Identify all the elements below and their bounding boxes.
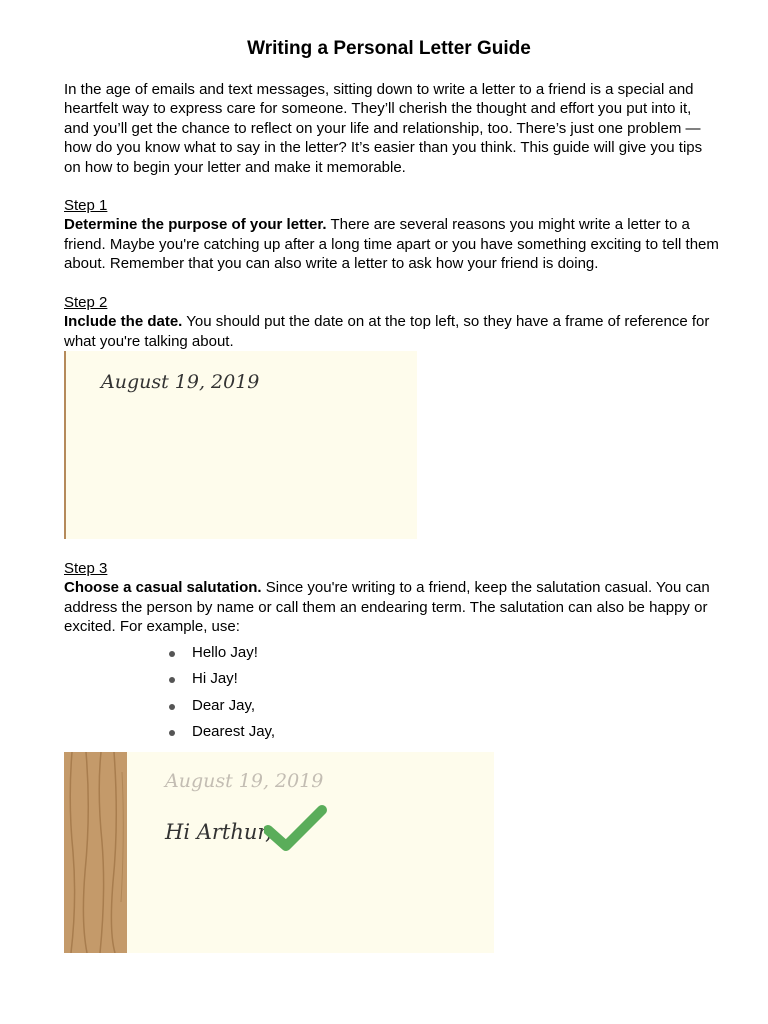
- example-date: August 19, 2019: [165, 770, 324, 792]
- list-item: [169, 640, 275, 666]
- step-lead: Include the date.: [64, 313, 183, 331]
- bullet-icon: [169, 704, 175, 710]
- salutation-list: [169, 640, 275, 745]
- list-item-text: Hi Jay!: [192, 670, 238, 688]
- example-greeting: Hi Arthur,: [165, 820, 272, 844]
- step-1: [64, 196, 720, 274]
- wood-panel: [64, 752, 127, 953]
- step-text: [64, 312, 720, 351]
- wood-edge: [64, 351, 66, 539]
- check-mark-icon: [264, 804, 328, 854]
- bullet-icon: [169, 677, 175, 683]
- list-item: [169, 719, 275, 745]
- step-label: Step 2: [64, 294, 108, 311]
- step-label: Step 1: [64, 197, 108, 214]
- step-2: [64, 293, 720, 351]
- step-label: Step 3: [64, 560, 108, 577]
- bullet-icon: [169, 730, 175, 736]
- list-item-text: Hello Jay!: [192, 644, 258, 661]
- wood-grain: [64, 752, 127, 953]
- list-item: [169, 666, 275, 692]
- document-title: Writing a Personal Letter Guide: [247, 38, 531, 59]
- step-lead: Choose a casual salutation.: [64, 579, 262, 597]
- step-body: Since you're writing to a friend, keep the salutation casual. You can address the person by name or call them an endearing term. The salutation can also be happy or excited. For example, use:: [64, 579, 710, 636]
- bullet-icon: [169, 651, 175, 657]
- intro-paragraph: In the age of emails and text messages, sitting down to write a letter to a friend is a special and heartfelt way to express care for someone. They’ll cherish the thought and effort you put into it, and you’ll get the chance to reflect on your life and relationship, too. There’s just one problem — how do you know what to say in the letter? It’s easier than you think. This guide will give you tips on how to begin your letter and make it memorable.: [64, 81, 703, 176]
- list-item-text: Dear Jay,: [192, 696, 256, 714]
- step-3: [64, 559, 720, 637]
- example-date: August 19, 2019: [101, 371, 260, 393]
- salutation-example-image: [64, 752, 494, 953]
- date-example-image: [64, 351, 417, 539]
- list-item-text: Dearest Jay,: [192, 722, 276, 740]
- step-body: There are several reasons you might write a letter to a friend. Maybe you're catching up after a long time apart or you have something exciting to tell them about. Remember that you can also write a letter to ask how your friend is doing.: [64, 216, 719, 273]
- step-body: You should put the date on at the top left, so they have a frame of reference for what you're talking about.: [64, 313, 710, 350]
- list-item: [169, 693, 275, 719]
- step-text: [64, 215, 720, 273]
- step-text: [64, 578, 720, 636]
- step-lead: Determine the purpose of your letter.: [64, 216, 327, 234]
